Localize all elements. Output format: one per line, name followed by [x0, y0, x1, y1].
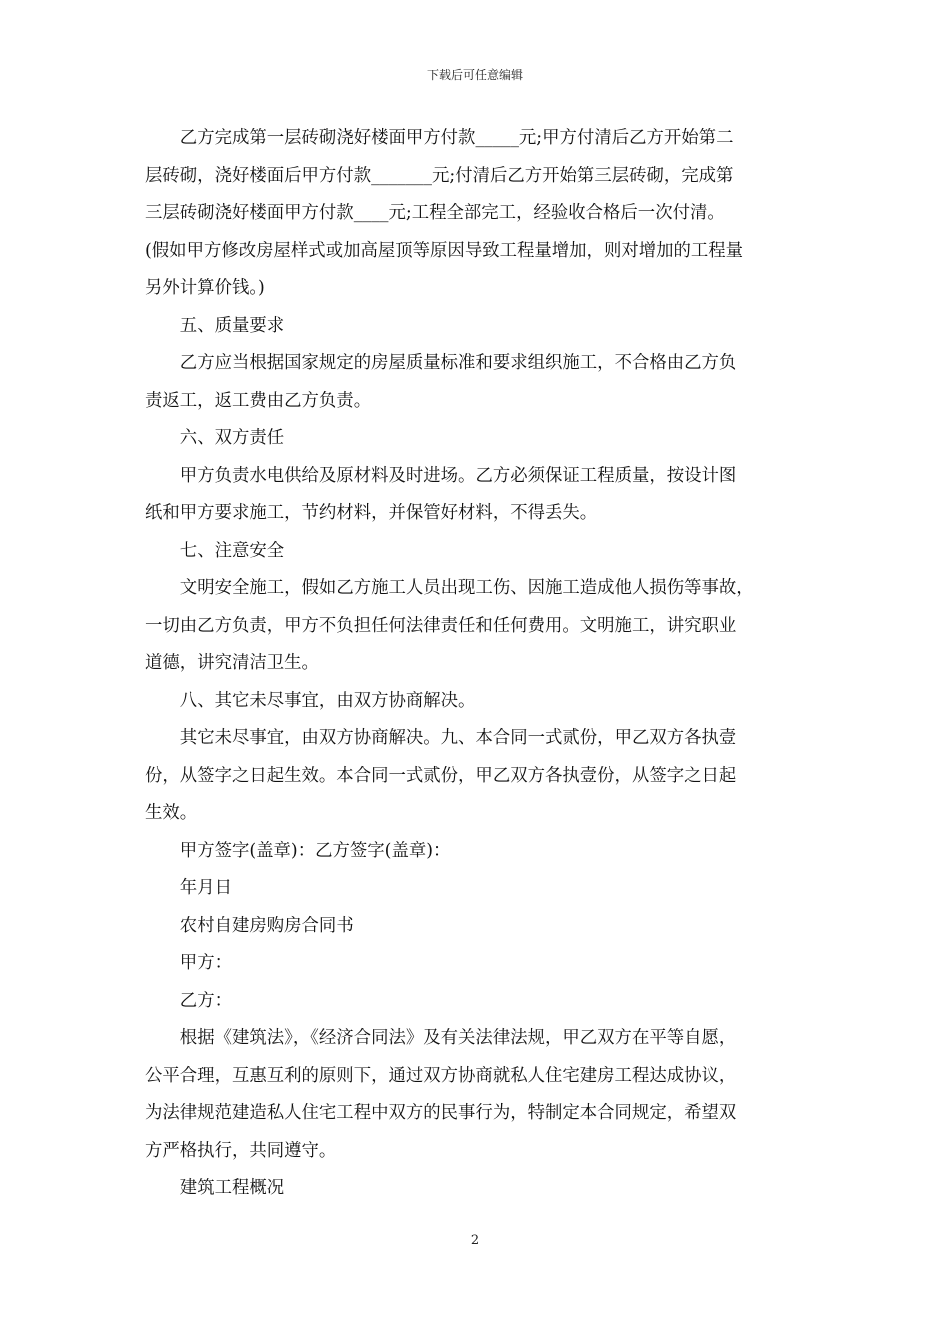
date-line: [145, 870, 810, 908]
heading-text: 七、注意安全: [179, 540, 285, 561]
text-line: 乙方完成第一层砖砌浇好楼面甲方付款_____元;甲方付清后乙方开始第二: [179, 128, 734, 148]
text-line: 甲方负责水电供给及原材料及时进场。乙方必须保证工程质量，按设计图: [179, 465, 737, 486]
heading-text: 六、双方责任: [179, 428, 285, 448]
section-heading-safety: [145, 533, 810, 571]
text-line: (假如甲方修改房屋样式或加高屋顶等原因导致工程量增加，则对增加的工程量: [145, 240, 744, 261]
heading-text: 八、其它未尽事宜，由双方协商解决。: [179, 690, 476, 711]
text-line: 根据《建筑法》，《经济合同法》及有关法律法规，甲乙双方在平等自愿，: [179, 1028, 737, 1048]
text-line: 生效。: [145, 803, 198, 823]
signature-line: [145, 833, 810, 871]
party-b-line: [145, 983, 810, 1021]
paragraph-preamble: [145, 1020, 810, 1170]
page-number: 2: [470, 1233, 480, 1248]
text-line: 责返工，返工费由乙方负责。: [145, 390, 372, 411]
party-a-line: [145, 945, 810, 983]
text-line: 甲方签字(盖章)：乙方签字(盖章)：: [179, 840, 451, 861]
section-heading-overview: [145, 1170, 810, 1208]
text-line: 道德，讲究清洁卫生。: [145, 653, 319, 673]
text-line: 为法律规范建造私人住宅工程中双方的民事行为，特制定本合同规定，希望双: [145, 1103, 737, 1123]
text-line: 另外计算价钱。): [145, 278, 265, 298]
text-line: 方严格执行，共同遵守。: [145, 1140, 337, 1161]
text-line: 三层砖砌浇好楼面甲方付款____元;工程全部完工，经验收合格后一次付清。: [145, 203, 725, 223]
section-heading-other: [145, 683, 810, 721]
text-line: 一切由乙方负责，甲方不负担任何法律责任和任何费用。文明施工，讲究职业: [145, 615, 737, 636]
text-line: 其它未尽事宜，由双方协商解决。九、本合同一式贰份，甲乙双方各执壹: [179, 728, 737, 748]
text-line: 份，从签字之日起生效。本合同一式贰份，甲乙双方各执壹份，从签字之日起: [145, 765, 737, 786]
section-heading-responsibility: [145, 420, 810, 458]
paragraph-quality: [145, 345, 810, 420]
text-line: 层砖砌，浇好楼面后甲方付款_______元;付清后乙方开始第三层砖砌，完成第: [145, 165, 734, 186]
text-line: 乙方应当根据国家规定的房屋质量标准和要求组织施工，不合格由乙方负: [179, 353, 737, 373]
section-heading-quality: [145, 308, 810, 346]
paragraph-responsibility: [145, 458, 810, 533]
paragraph-other: [145, 720, 810, 833]
text-line: 农村自建房购房合同书: [179, 915, 354, 936]
document-body: [145, 120, 810, 1208]
paragraph-payment: [145, 120, 810, 308]
text-line: 年月日: [179, 878, 232, 898]
text-line: 纸和甲方要求施工，节约材料，并保管好材料，不得丢失。: [145, 503, 598, 523]
text-line: 甲方：: [179, 953, 232, 973]
text-line: 文明安全施工，假如乙方施工人员出现工伤、因施工造成他人损伤等事故，: [179, 578, 754, 598]
paragraph-safety: [145, 570, 810, 683]
text-line: 乙方：: [179, 990, 232, 1011]
heading-text: 五、质量要求: [179, 315, 285, 336]
page-header: 下载后可任意编辑: [426, 68, 523, 82]
contract-title: [145, 908, 810, 946]
text-line: 公平合理，互惠互利的原则下，通过双方协商就私人住宅建房工程达成协议，: [145, 1065, 737, 1086]
heading-text: 建筑工程概况: [179, 1178, 285, 1198]
